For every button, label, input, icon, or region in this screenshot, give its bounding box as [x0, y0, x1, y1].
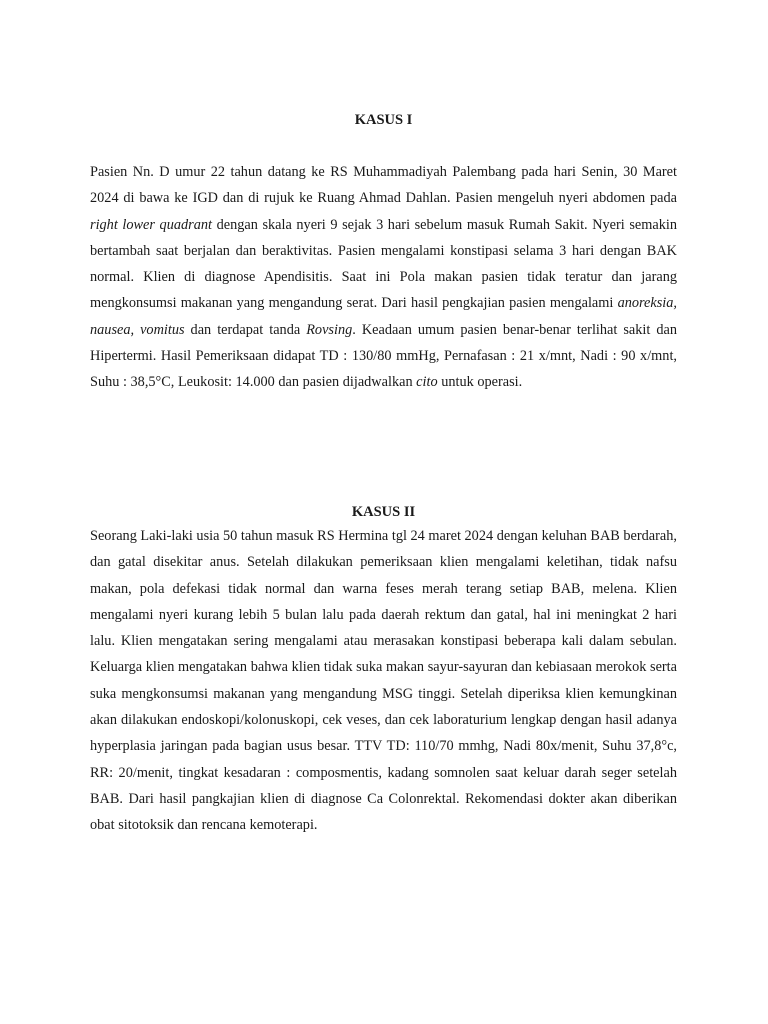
case1-italic-term: right lower quadrant — [90, 216, 212, 233]
case1-title: KASUS I — [354, 112, 413, 128]
case1-italic-term: anoreksia, nausea, vomitus — [90, 295, 677, 338]
case2-title: KASUS II — [351, 504, 416, 520]
case1-text-segment: . Keadaan umum pasien benar-benar terlihat sakit dan Hipertermi. Hasil Pemeriksaan didapat TD : 130/80 mmHg, Pernafasan : 21 x/mnt, Nadi : 90 x/mnt, Suhu : 38,5°C, Leukosit: 14.000 dan pasien dijadwalkan — [90, 321, 677, 391]
case1-text-segment: Pasien Nn. D umur 22 tahun datang ke RS Muhammadiyah Palembang pada hari Senin, 30 Maret 2024 di bawa ke IGD dan di rujuk ke Ruang Ahmad Dahlan. Pasien mengeluh nyeri abdomen pada — [90, 164, 677, 207]
case1-text-segment: dan terdapat tanda — [184, 321, 307, 338]
case1-paragraph — [90, 159, 677, 396]
case1-italic-term: Rovsing — [306, 321, 353, 338]
case1-text-segment: untuk operasi. — [437, 374, 523, 391]
case1-text-segment: dengan skala nyeri 9 sejak 3 hari sebelum masuk Rumah Sakit. Nyeri semakin bertambah saat berjalan dan beraktivitas. Pasien mengalami konstipasi selama 3 hari dengan BAK normal. Klien di diagnose Apendisitis. Saat ini Pola makan pasien tidak teratur dan jarang mengkonsumsi makanan yang mengandung serat. Dari hasil pengkajian pasien mengalami — [90, 216, 677, 312]
case2-text-segment: Seorang Laki-laki usia 50 tahun masuk RS Hermina tgl 24 maret 2024 dengan keluhan BAB berdarah, dan gatal disekitar anus. Setelah dilakukan pemeriksaan klien mengalami keletihan, tidak nafsu makan, pola defekasi tidak normal dan warna feses merah terang setiap BAB, melena. Klien mengalami nyeri kurang lebih 5 bulan lalu pada daerah rektum dan gatal, hal ini meningkat 2 hari lalu. Klien mengatakan sering mengalami atau merasakan konstipasi beberapa kali dalam sebulan. Keluarga klien mengatakan bahwa klien tidak suka makan sayur-sayuran dan kebiasaan merokok serta suka mengkonsumsi makanan yang mengandung MSG tinggi. Setelah diperiksa klien kemungkinan akan dilakukan endoskopi/kolonuskopi, cek veses, dan cek laboraturium lengkap dengan hasil adanya hyperplasia jaringan pada bagian usus besar. TTV TD: 110/70 mmhg, Nadi 80x/menit, Suhu 37,8°c, RR: 20/menit, tingkat kesadaran : composmentis, kadang somnolen saat keluar darah seger setelah BAB. Dari hasil pangkajian klien di diagnose Ca Colonrektal. Rekomendasi dokter akan diberikan obat sitotoksik dan rencana kemoterapi. — [90, 528, 677, 834]
case1-italic-term: cito — [416, 374, 438, 391]
case2-paragraph — [90, 523, 677, 839]
